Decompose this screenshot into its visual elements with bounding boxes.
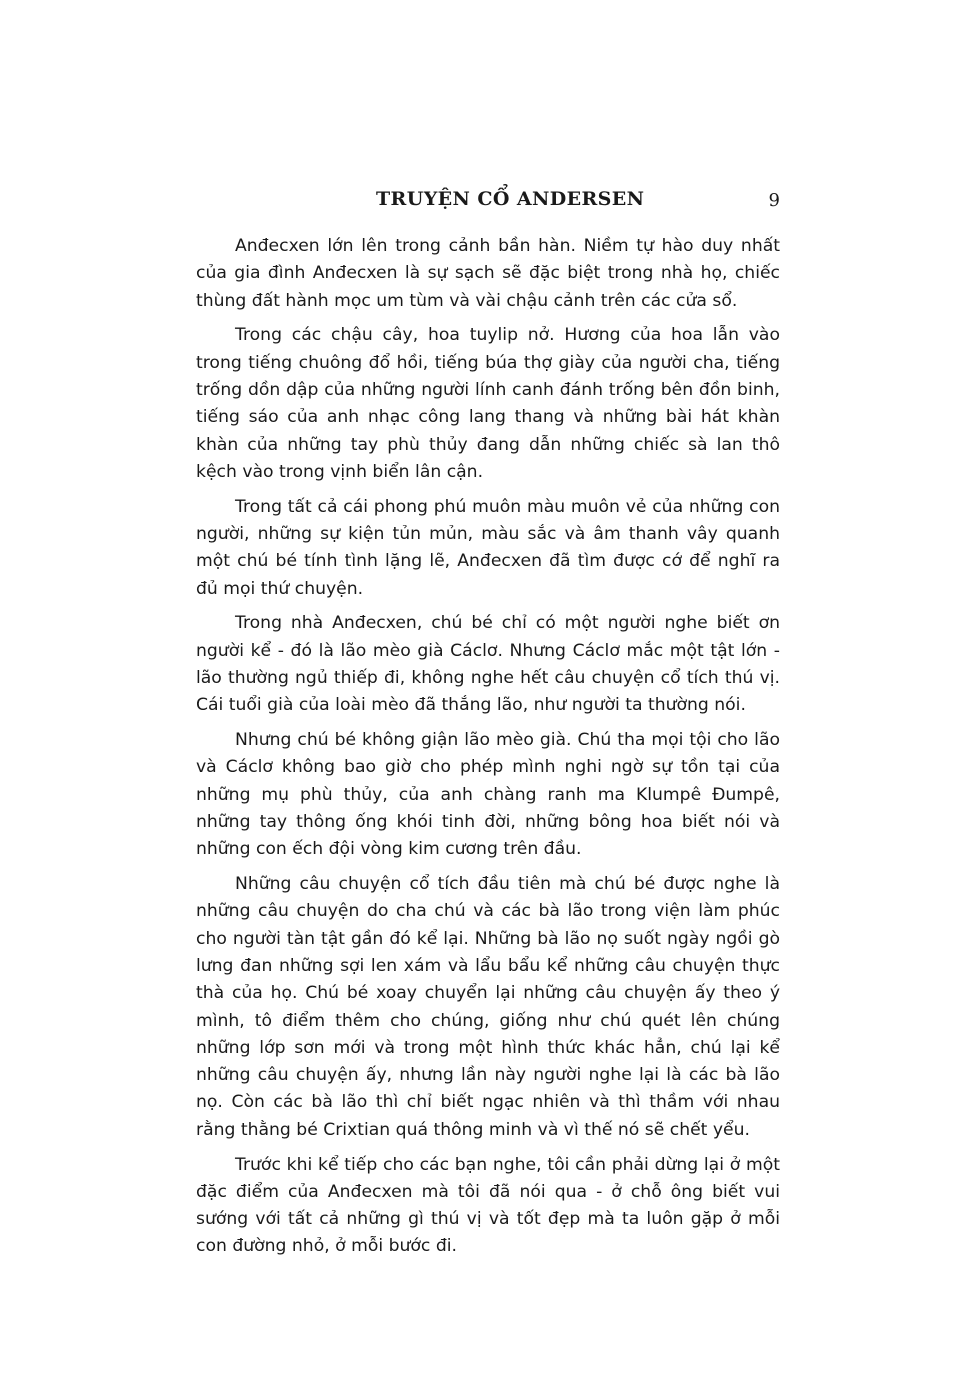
paragraph: Anđecxen lớn lên trong cảnh bần hàn. Niềm tự hào duy nhất của gia đình Anđecxen là sự sạch sẽ đặc biệt trong nhà họ, chiếc thùng đất hành mọc um tùm và vài chậu cảnh trên các cửa sổ.	[196, 236, 780, 311]
page-header	[196, 188, 780, 218]
body-text	[196, 233, 780, 1268]
page-number: 9	[768, 190, 780, 211]
paragraph: Trong tất cả cái phong phú muôn màu muôn vẻ của những con người, những sự kiện tủn mủn, màu sắc và âm thanh vây quanh một chú bé tính tình lặng lẽ, Anđecxen đã tìm được cớ để nghĩ ra đủ mọi thứ chuyện.	[196, 496, 780, 599]
paragraph: Nhưng chú bé không giận lão mèo già. Chú tha mọi tội cho lão và Cáclơ không bao giờ cho phép mình nghi ngờ sự tồn tại của những mụ phù thủy, của anh chàng ranh ma Klumpê Đumpê, những tay thông ống khói tinh đời, những bông hoa biết nói và những con ếch đội vòng kim cương trên đầu.	[196, 730, 780, 860]
paragraph: Trước khi kể tiếp cho các bạn nghe, tôi cần phải dừng lại ở một đặc điểm của Anđecxen mà tôi đã nói qua - ở chỗ ông biết vui sướng với tất cả những gì thú vị và tốt đẹp mà ta luôn gặp ở mỗi con đường nhỏ, ở mỗi bước đi.	[196, 1154, 780, 1257]
paragraph: Những câu chuyện cổ tích đầu tiên mà chú bé được nghe là những câu chuyện do cha chú và các bà lão trong viện làm phúc cho người tàn tật gần đó kể lại. Những bà lão nọ suốt ngày ngồi gò lưng đan những sợi len xám và lẩu bẩu kể những câu chuyện thực thà của họ. Chú bé xoay chuyển lại những câu chuyện ấy theo ý mình, tô điểm thêm cho chúng, giống như chú quét lên chúng những lớp sơn mới và trong một hình thức khác hẳn, chú lại kể những câu chuyện ấy, nhưng lần này người nghe lại là các bà lão nọ. Còn các bà lão thì chỉ biết ngạc nhiên và thì thầm với nhau rằng thằng bé Crixtian quá thông minh và vì thế nó sẽ chết yểu.	[196, 874, 780, 1140]
running-title: TRUYỆN CỔ ANDERSEN	[376, 188, 645, 210]
paragraph: Trong nhà Anđecxen, chú bé chỉ có một người nghe biết ơn người kể - đó là lão mèo già Cáclơ. Nhưng Cáclơ mắc một tật lớn - lão thường ngủ thiếp đi, không nghe hết câu chuyện cổ tích thú vị. Cái tuổi già của loài mèo đã thắng lão, như người ta thường nói.	[196, 613, 780, 716]
paragraph: Trong các chậu cây, hoa tuylip nở. Hương của hoa lẫn vào trong tiếng chuông đổ hồi, tiếng búa thợ giày của người cha, tiếng trống dồn dập của những người lính canh đánh trống bên đồn binh, tiếng sáo của anh nhạc công lang thang và những bài hát khàn khàn của những tay phù thủy đang dẫn những chiếc sà lan thô kệch vào trong vịnh biển lân cận.	[196, 325, 780, 482]
